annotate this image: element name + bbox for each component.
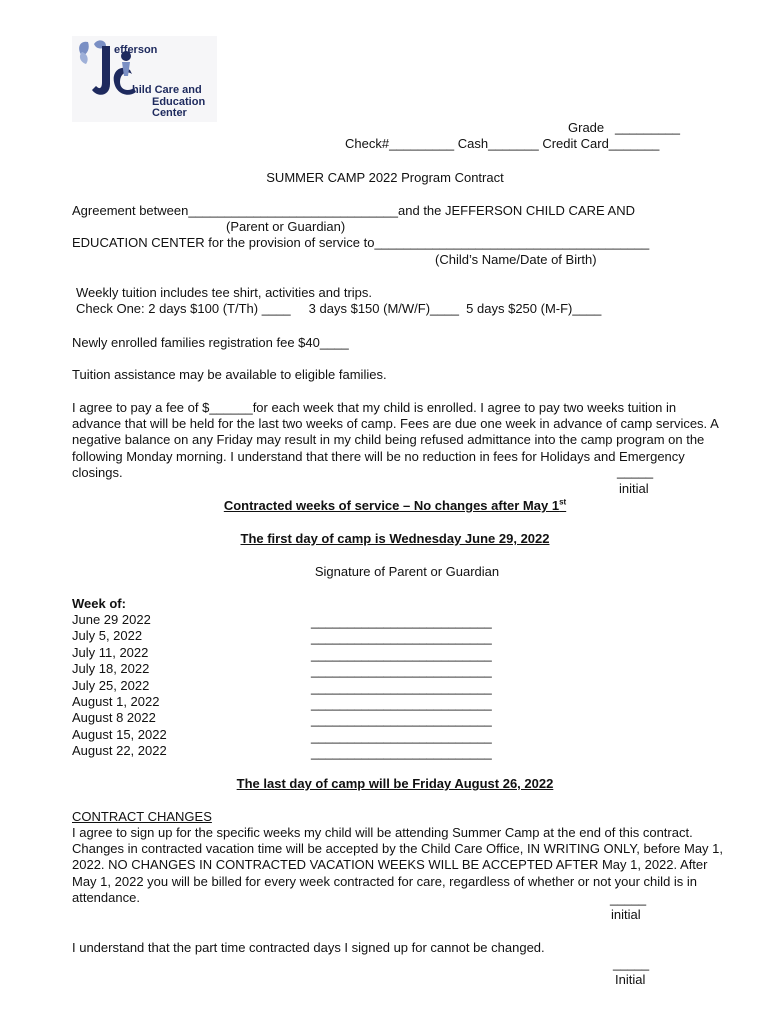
logo-line-2: hild Care and bbox=[132, 84, 202, 96]
weeks-heading: Week of: bbox=[72, 596, 126, 611]
signature-line[interactable]: _________________________ bbox=[311, 647, 492, 662]
signature-line[interactable]: _________________________ bbox=[311, 630, 492, 645]
contract-title: SUMMER CAMP 2022 Program Contract bbox=[266, 170, 504, 185]
tuition-includes: Weekly tuition includes tee shirt, activities and trips. bbox=[76, 285, 373, 300]
contract-changes-text: I agree to sign up for the specific weeks my child will be attending Summer Camp at the end of this contract. Changes in contracted vacation time will be accepted by the Child Care Office, IN WRITING ONLY, before May 1, 2022. NO CHANGES IN CONTRACTED VACATION WEEKS WILL BE ACCEPTED AFTER May 1, 2022. After May 1, 2022 you will be billed for every week contracted for care, regardless of whether or not your child is in attendance. bbox=[72, 825, 724, 905]
initial-label-1: initial bbox=[619, 481, 649, 496]
contracted-weeks-heading-sup: st bbox=[559, 497, 567, 507]
logo-line-3: Education bbox=[152, 96, 206, 108]
week-date: August 8 2022 bbox=[72, 710, 156, 725]
registration-fee: Newly enrolled families registration fee $40____ bbox=[72, 335, 349, 350]
payment-method-line: Check#_________ Cash_______ Credit Card_______ bbox=[345, 136, 660, 151]
parent-guardian-caption: (Parent or Guardian) bbox=[226, 219, 346, 234]
contracted-weeks-heading bbox=[0, 498, 770, 514]
signature-line[interactable]: _________________________ bbox=[311, 712, 492, 727]
grade-field: Grade _________ bbox=[568, 120, 681, 135]
week-date: July 25, 2022 bbox=[72, 678, 150, 693]
week-date: July 11, 2022 bbox=[72, 645, 149, 660]
week-date: August 22, 2022 bbox=[72, 743, 167, 758]
signature-line[interactable]: _________________________ bbox=[311, 614, 492, 629]
tuition-options: Check One: 2 days $100 (T/Th) ____ 3 days $150 (M/W/F)____ 5 days $250 (M-F)____ bbox=[76, 301, 602, 316]
initial-label-2: initial bbox=[611, 907, 641, 922]
first-day-heading: The first day of camp is Wednesday June 29, 2022 bbox=[240, 531, 550, 546]
signature-line[interactable]: _________________________ bbox=[311, 663, 492, 678]
signature-line[interactable]: _________________________ bbox=[311, 745, 492, 760]
contract-changes-heading: CONTRACT CHANGES bbox=[72, 809, 212, 824]
week-date: August 15, 2022 bbox=[72, 727, 167, 742]
child-name-caption: (Child’s Name/Date of Birth) bbox=[435, 252, 597, 267]
week-date: June 29 2022 bbox=[72, 612, 151, 627]
signature-line[interactable]: _________________________ bbox=[311, 680, 492, 695]
initial-blank-2: _____ bbox=[610, 891, 647, 906]
contracted-weeks-heading-text: Contracted weeks of service – No changes after May 1 bbox=[223, 498, 560, 513]
initial-blank-1: _____ bbox=[617, 464, 654, 479]
initial-blank-3: _____ bbox=[613, 956, 650, 971]
week-date: July 5, 2022 bbox=[72, 628, 143, 643]
logo-line-4: Center bbox=[152, 107, 187, 119]
tuition-assistance: Tuition assistance may be available to eligible families. bbox=[72, 367, 387, 382]
logo-line-1: efferson bbox=[114, 44, 158, 56]
center-logo bbox=[72, 36, 217, 122]
last-day-heading: The last day of camp will be Friday August 26, 2022 bbox=[236, 776, 554, 791]
week-date: July 18, 2022 bbox=[72, 661, 150, 676]
fee-paragraph: I agree to pay a fee of $______for each week that my child is enrolled. I agree to pay two weeks tuition in advance that will be held for the last two weeks of camp. Fees are due one week in advance of camp services. A negative balance on any Friday may result in my child being refused admittance into the camp program on the following Monday morning. I understand that there will be no reduction in fees for Holidays and Emergency closings. bbox=[72, 400, 719, 480]
week-date: August 1, 2022 bbox=[72, 694, 160, 709]
part-time-statement: I understand that the part time contracted days I signed up for cannot be changed. bbox=[72, 940, 545, 955]
agreement-line-2: EDUCATION CENTER for the provision of service to______________________________________ bbox=[72, 235, 650, 250]
agreement-line-1: Agreement between_____________________________and the JEFFERSON CHILD CARE AND bbox=[72, 203, 635, 218]
signature-line[interactable]: _________________________ bbox=[311, 729, 492, 744]
signature-line[interactable]: _________________________ bbox=[311, 696, 492, 711]
initial-label-3: Initial bbox=[615, 972, 646, 987]
signature-label: Signature of Parent or Guardian bbox=[314, 564, 500, 579]
